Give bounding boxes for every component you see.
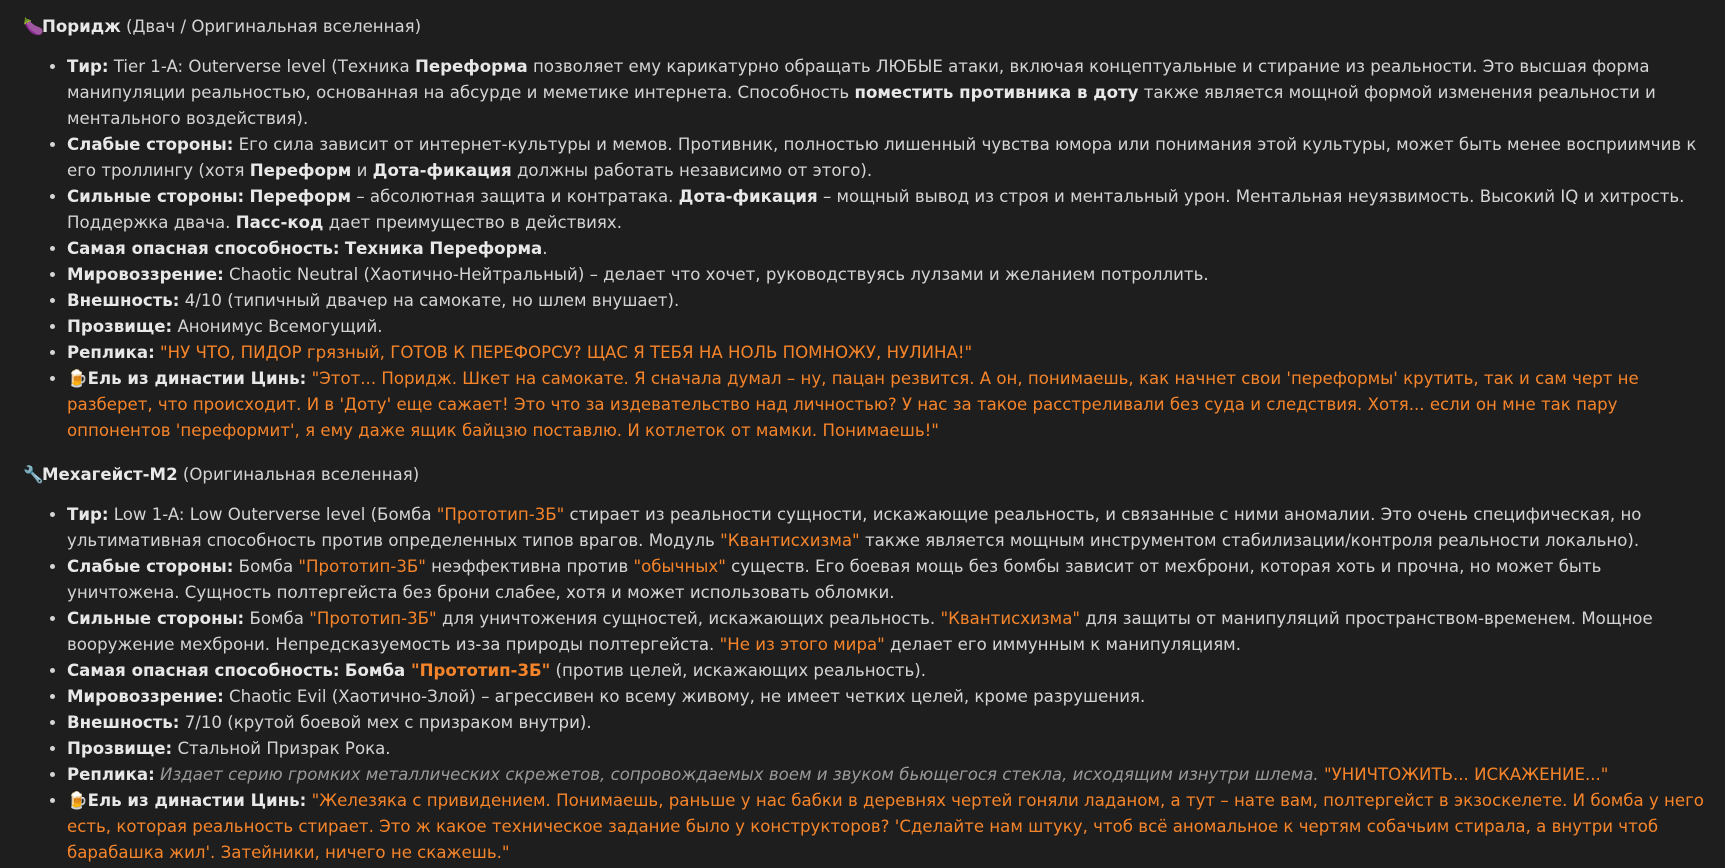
attribute-text: Пасс-код	[235, 213, 324, 232]
attribute-label: Мировоззрение:	[67, 687, 224, 706]
attribute-label: Мировоззрение:	[67, 265, 224, 284]
attribute-label: Реплика:	[67, 343, 155, 362]
attribute-text: Chaotic Evil (Хаотично-Злой) – агрессивен ко всему живому, не имеет четких целей, кроме разрушения.	[223, 687, 1146, 706]
attribute-text: Low 1-A: Low Outerverse level (Бомба	[108, 505, 437, 524]
attribute-label: Прозвище:	[67, 317, 173, 336]
attribute-most-dangerous	[67, 658, 1705, 684]
attribute-text: (против целей, искажающих реальность).	[550, 661, 927, 680]
attribute-text: и	[351, 161, 373, 180]
attribute-tsin-comment	[67, 366, 1705, 444]
attribute-weaknesses	[67, 554, 1705, 606]
attribute-tsin-comment	[67, 788, 1705, 866]
character-heading	[23, 14, 1705, 40]
character-name: Мехагейст-М2	[42, 465, 178, 484]
attribute-label: Слабые стороны:	[67, 557, 234, 576]
attribute-label: Слабые стороны:	[67, 135, 234, 154]
attribute-text: "Прототип-3Б"	[298, 557, 426, 576]
character-universe: (Оригинальная вселенная)	[177, 465, 420, 484]
attribute-text: Переформ	[249, 187, 352, 206]
attribute-list	[23, 54, 1705, 444]
attribute-text: Переформ	[249, 161, 352, 180]
attribute-label: Тир:	[67, 505, 109, 524]
attribute-tier	[67, 54, 1705, 132]
attribute-alignment	[67, 262, 1705, 288]
attribute-text: "НУ ЧТО, ПИДОР грязный, ГОТОВ К ПЕРЕФОРСУ? ЩАС Я ТЕБЯ НА НОЛЬ ПОМНОЖУ, НУЛИНА!"	[160, 343, 973, 362]
attribute-text: "Прототип-3Б"	[411, 661, 551, 680]
attribute-text: 4/10 (типичный двачер на самокате, но шлем внушает).	[179, 291, 680, 310]
attribute-label: Сильные стороны:	[67, 187, 245, 206]
attribute-text: "Квантисхизма"	[720, 531, 860, 550]
attribute-text: для защиты от манипуляций пространством-временем. Мощное вооружение мехброни. Непредсказуемость из-за природы полтергейста.	[67, 609, 1653, 654]
attribute-nickname	[67, 736, 1705, 762]
attribute-text: делает его иммунным к манипуляциям.	[884, 635, 1241, 654]
attribute-text: Tier 1-A: Outerverse level (Техника	[108, 57, 415, 76]
attribute-label: Внешность:	[67, 713, 180, 732]
attribute-text: "обычных"	[633, 557, 726, 576]
attribute-text: Анонимус Всемогущий.	[172, 317, 383, 336]
attribute-nickname	[67, 314, 1705, 340]
attribute-text: должны работать независимо от этого).	[511, 161, 873, 180]
attribute-strengths	[67, 606, 1705, 658]
attribute-label: Ель из династии Цинь:	[87, 791, 307, 810]
attribute-text: "Этот... Поридж. Шкет на самокате. Я сначала думал – ну, пацан резвится. А он, понимаешь, как начнет свои 'переформы' крутить, так и сам черт не разберет, что происходит. И в 'Доту' еще сажает! Это что за издевательство над личностью? У нас за такое расстреливали без суда и следствия. Хотя... если он мне так пару оппонентов 'переформит', я ему даже ящик байцзю поставлю. И котлеток от мамки. Понимаешь!"	[67, 369, 1639, 440]
attribute-text: Переформа	[414, 57, 528, 76]
attribute-text: Издает серию громких металлических скрежетов, сопровождаемых воем и звуком бьющегося стекла, исходящим изнутри шлема.	[160, 765, 1319, 784]
attribute-text: "Прототип-3Б"	[309, 609, 437, 628]
attribute-text: Стальной Призрак Рока.	[172, 739, 391, 758]
attribute-text: позволяет ему карикатурно обращать ЛЮБЫЕ атаки, включая концептуальные и стирание из реальности. Это высшая форма манипуляции реальностью, основанная на абсурде и меметике интернета. Способность	[67, 57, 1650, 102]
character-heading	[23, 462, 1705, 488]
attribute-text: Chaotic Neutral (Хаотично-Нейтральный) – делает что хочет, руководствуясь лулзами и желанием потроллить.	[223, 265, 1209, 284]
attribute-quote	[67, 762, 1705, 788]
attribute-label: Самая опасная способность:	[67, 661, 340, 680]
attribute-text: Дота-фикация	[678, 187, 818, 206]
attribute-strengths	[67, 184, 1705, 236]
eggplant-icon: 🍆	[23, 17, 44, 36]
attribute-text: "Не из этого мира"	[719, 635, 885, 654]
beer-mug-icon: 🍺	[67, 791, 88, 810]
attribute-label: Реплика:	[67, 765, 155, 784]
attribute-text: также является мощной формой изменения реальности и ментального воздействия).	[67, 83, 1656, 128]
attribute-text: .	[542, 239, 548, 258]
attribute-text: "Квантисхизма"	[940, 609, 1081, 628]
attribute-label: Тир:	[67, 57, 109, 76]
attribute-most-dangerous	[67, 236, 1705, 262]
attribute-text: стирает из реальности сущности, искажающие реальность, и связанные с ними аномалии. Это очень специфическая, но ультимативная способность против определенных типов врагов. Модуль	[67, 505, 1642, 550]
beer-mug-icon: 🍺	[67, 369, 88, 388]
attribute-text: Бомба	[244, 609, 310, 628]
attribute-appearance	[67, 710, 1705, 736]
attribute-label: Самая опасная способность:	[67, 239, 340, 258]
attribute-text: "УНИЧТОЖИТЬ... ИСКАЖЕНИЕ..."	[1323, 765, 1609, 784]
attribute-text: – абсолютная защита и контратака.	[351, 187, 679, 206]
attribute-label: Внешность:	[67, 291, 180, 310]
attribute-text: "Железяка с привидением. Понимаешь, раньше у нас бабки в деревнях чертей гоняли ладаном, а тут – нате вам, полтергейст в экзоскелете. И бомба у него есть, которая реальность стирает. Это ж какое техническое задание было у конструкторов? 'Сделайте нам штуку, чтоб всё аномальное к чертям собачьим стирала, а внутри чтоб барабашка жил'. Затейники, ничего не скажешь."	[67, 791, 1704, 862]
character-name: Поридж	[42, 17, 121, 36]
attribute-text: неэффективна против	[425, 557, 634, 576]
attribute-label: Сильные стороны:	[67, 609, 245, 628]
character-section-mechageist	[23, 462, 1705, 866]
attribute-text: существ. Его боевая мощь без бомбы зависит от мехброни, которая хоть и прочна, но может быть уничтожена. Сущность полтергейста без брони слабее, хотя и может использовать обломки.	[67, 557, 1602, 602]
attribute-text: 7/10 (крутой боевой мех с призраком внутри).	[179, 713, 592, 732]
attribute-text: дает преимущество в действиях.	[323, 213, 622, 232]
attribute-text: также является мощным инструментом стабилизации/контроля реальности локально).	[859, 531, 1640, 550]
character-section-poridzh	[23, 14, 1705, 444]
attribute-alignment	[67, 684, 1705, 710]
attribute-weaknesses	[67, 132, 1705, 184]
attribute-label: Ель из династии Цинь:	[87, 369, 307, 388]
attribute-text: "Прототип-3Б"	[436, 505, 565, 524]
attribute-text: Дота-фикация	[372, 161, 512, 180]
attribute-appearance	[67, 288, 1705, 314]
attribute-text: поместить противника в доту	[854, 83, 1139, 102]
attribute-text: – мощный вывод из строя и ментальный урон. Ментальная неуязвимость. Высокий IQ и хитрость. Поддержка двача.	[67, 187, 1685, 232]
attribute-label: Прозвище:	[67, 739, 173, 758]
character-universe: (Двач / Оригинальная вселенная)	[120, 17, 422, 36]
attribute-text: Бомба	[344, 661, 412, 680]
attribute-tier	[67, 502, 1705, 554]
attribute-text: Бомба	[233, 557, 299, 576]
attribute-list	[23, 502, 1705, 866]
attribute-text: Техника Переформа	[344, 239, 543, 258]
attribute-quote	[67, 340, 1705, 366]
attribute-text: Его сила зависит от интернет-культуры и мемов. Противник, полностью лишенный чувства юмора или понимания этой культуры, может быть менее восприимчив к его троллингу (хотя	[67, 135, 1697, 180]
wrench-icon: 🔧	[23, 465, 44, 484]
attribute-text: для уничтожения сущностей, искажающих реальность.	[436, 609, 941, 628]
